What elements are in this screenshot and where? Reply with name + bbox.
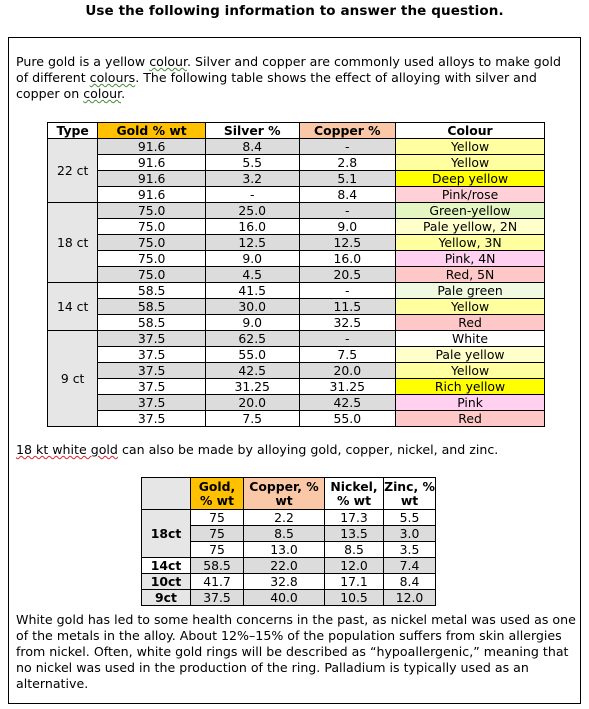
alloy-row — [48, 315, 545, 331]
white-row — [142, 590, 436, 606]
colour-cell: Yellow — [396, 139, 545, 155]
gold-cell: 75 — [191, 510, 244, 526]
colour-cell: Yellow — [396, 155, 545, 171]
nickel-cell: 12.0 — [325, 558, 384, 574]
copper-cell: - — [299, 283, 396, 299]
gold-cell: 58.5 — [191, 558, 244, 574]
silver-cell: 12.5 — [205, 235, 299, 251]
colour-cell: Pink/rose — [396, 187, 545, 203]
white-header-nickel: Nickel, % wt — [325, 478, 384, 510]
alloy-row — [48, 411, 545, 427]
colour-cell: Pink, 4N — [396, 251, 545, 267]
gold-cell: 91.6 — [98, 139, 206, 155]
copper-cell: 55.0 — [299, 411, 396, 427]
colour-cell: Red — [396, 315, 545, 331]
copper-cell: 8.4 — [299, 187, 396, 203]
header-copper: Copper % — [299, 123, 396, 139]
gold-cell: 58.5 — [98, 299, 206, 315]
silver-cell: 8.4 — [205, 139, 299, 155]
copper-cell: 13.0 — [244, 542, 325, 558]
zinc-cell: 7.4 — [384, 558, 436, 574]
silver-cell: 62.5 — [205, 331, 299, 347]
copper-cell: 20.5 — [299, 267, 396, 283]
copper-cell: 22.0 — [244, 558, 325, 574]
copper-cell: 40.0 — [244, 590, 325, 606]
colour-cell: White — [396, 331, 545, 347]
alloy-row — [48, 347, 545, 363]
type-cell: 22 ct — [48, 139, 98, 203]
white-row — [142, 510, 436, 526]
silver-cell: 4.5 — [205, 267, 299, 283]
silver-cell: 9.0 — [205, 251, 299, 267]
zinc-cell: 5.5 — [384, 510, 436, 526]
closing-paragraph: White gold has led to some health concerns in the past, as nickel metal was used as one of the metals in the alloy. About 12%–15% of the population suffers from skin allergies from nickel. Often, white gold rings will be described as “hypoallergenic,” meaning that no nickel was used in the production of the ring. Palladium is typically used as an alternative. — [16, 612, 576, 691]
gold-cell: 75.0 — [98, 203, 206, 219]
colour-cell: Green-yellow — [396, 203, 545, 219]
colour-cell: Pale green — [396, 283, 545, 299]
copper-cell: 2.2 — [244, 510, 325, 526]
silver-cell: 25.0 — [205, 203, 299, 219]
white-row — [142, 558, 436, 574]
karat-label: 10ct — [142, 574, 191, 590]
white-header-corner — [142, 478, 191, 510]
gold-cell: 75.0 — [98, 219, 206, 235]
colour-cell: Red, 5N — [396, 267, 545, 283]
colour-cell: Yellow, 3N — [396, 235, 545, 251]
alloy-row — [48, 235, 545, 251]
gold-cell: 41.7 — [191, 574, 244, 590]
gold-cell: 37.5 — [98, 411, 206, 427]
gold-cell: 75 — [191, 526, 244, 542]
karat-label: 14ct — [142, 558, 191, 574]
copper-cell: 31.25 — [299, 379, 396, 395]
colour-cell: Pink — [396, 395, 545, 411]
white-gold-intro — [16, 442, 576, 458]
gold-cell: 91.6 — [98, 155, 206, 171]
alloy-row — [48, 395, 545, 411]
silver-cell: 9.0 — [205, 315, 299, 331]
silver-cell: 42.5 — [205, 363, 299, 379]
alloy-row — [48, 331, 545, 347]
white-table-body — [142, 510, 436, 606]
white-header-gold: Gold, % wt — [191, 478, 244, 510]
white-header-copper: Copper, % wt — [244, 478, 325, 510]
colour-cell: Pale yellow, 2N — [396, 219, 545, 235]
gold-cell: 91.6 — [98, 171, 206, 187]
type-cell: 9 ct — [48, 331, 98, 427]
intro-text-1: Pure gold is a yellow — [16, 54, 150, 69]
gold-cell: 37.5 — [98, 395, 206, 411]
gold-cell: 37.5 — [98, 347, 206, 363]
intro-text-4: . — [121, 86, 126, 101]
silver-cell: 41.5 — [205, 283, 299, 299]
copper-cell: 2.8 — [299, 155, 396, 171]
nickel-cell: 10.5 — [325, 590, 384, 606]
copper-cell: 42.5 — [299, 395, 396, 411]
alloy-row — [48, 251, 545, 267]
colour-cell: Rich yellow — [396, 379, 545, 395]
silver-cell: 31.25 — [205, 379, 299, 395]
gold-cell: 37.5 — [98, 331, 206, 347]
alloy-row — [48, 267, 545, 283]
colour-cell: Deep yellow — [396, 171, 545, 187]
header-type: Type — [48, 123, 98, 139]
alloy-table-body — [48, 139, 545, 427]
alloy-colour-table — [47, 122, 545, 427]
white-gold-term: 18 kt white gold — [16, 442, 118, 457]
alloy-row — [48, 219, 545, 235]
alloy-row — [48, 379, 545, 395]
copper-cell: 9.0 — [299, 219, 396, 235]
alloy-row — [48, 363, 545, 379]
copper-cell: 16.0 — [299, 251, 396, 267]
copper-cell: 11.5 — [299, 299, 396, 315]
type-cell: 18 ct — [48, 203, 98, 283]
alloy-row — [48, 283, 545, 299]
silver-cell: 55.0 — [205, 347, 299, 363]
header-gold: Gold % wt — [98, 123, 206, 139]
zinc-cell: 3.0 — [384, 526, 436, 542]
alloy-row — [48, 203, 545, 219]
white-row — [142, 574, 436, 590]
copper-cell: - — [299, 331, 396, 347]
copper-cell: 20.0 — [299, 363, 396, 379]
page-heading: Use the following information to answer the question. — [85, 3, 504, 19]
copper-cell: - — [299, 139, 396, 155]
intro-colour-end: colour — [83, 86, 122, 101]
type-cell: 14 ct — [48, 283, 98, 331]
gold-cell: 75.0 — [98, 235, 206, 251]
colour-cell: Yellow — [396, 299, 545, 315]
nickel-cell: 17.3 — [325, 510, 384, 526]
header-silver: Silver % — [205, 123, 299, 139]
intro-paragraph — [16, 54, 576, 102]
gold-cell: 75 — [191, 542, 244, 558]
zinc-cell: 12.0 — [384, 590, 436, 606]
silver-cell: 16.0 — [205, 219, 299, 235]
header-colour: Colour — [396, 123, 545, 139]
gold-cell: 37.5 — [98, 363, 206, 379]
copper-cell: 32.5 — [299, 315, 396, 331]
colour-cell: Red — [396, 411, 545, 427]
zinc-cell: 8.4 — [384, 574, 436, 590]
gold-cell: 75.0 — [98, 251, 206, 267]
colour-cell: Pale yellow — [396, 347, 545, 363]
karat-label: 9ct — [142, 590, 191, 606]
copper-cell: 12.5 — [299, 235, 396, 251]
white-gold-intro-rest: can also be made by alloying gold, copper, nickel, and zinc. — [117, 442, 499, 457]
copper-cell: - — [299, 203, 396, 219]
copper-cell: 8.5 — [244, 526, 325, 542]
nickel-cell: 8.5 — [325, 542, 384, 558]
gold-cell: 58.5 — [98, 315, 206, 331]
alloy-row — [48, 187, 545, 203]
silver-cell: 20.0 — [205, 395, 299, 411]
intro-text-3: . The following table shows the effect of alloying with silver and copper on — [16, 70, 537, 101]
silver-cell: - — [205, 187, 299, 203]
white-header-zinc: Zinc, % wt — [384, 478, 435, 508]
gold-cell: 58.5 — [98, 283, 206, 299]
intro-text-2: . Silver and copper are commonly used alloys to make gold of different — [16, 54, 561, 85]
gold-cell: 91.6 — [98, 187, 206, 203]
silver-cell: 30.0 — [205, 299, 299, 315]
copper-cell: 7.5 — [299, 347, 396, 363]
copper-cell: 5.1 — [299, 171, 396, 187]
copper-cell: 32.8 — [244, 574, 325, 590]
alloy-row — [48, 139, 545, 155]
gold-cell: 75.0 — [98, 267, 206, 283]
nickel-cell: 17.1 — [325, 574, 384, 590]
gold-cell: 37.5 — [191, 590, 244, 606]
white-gold-table — [141, 477, 436, 606]
karat-label: 18ct — [142, 510, 191, 558]
silver-cell: 5.5 — [205, 155, 299, 171]
gold-cell: 37.5 — [98, 379, 206, 395]
alloy-row — [48, 299, 545, 315]
silver-cell: 3.2 — [205, 171, 299, 187]
intro-colour-word: colour — [149, 54, 188, 69]
silver-cell: 7.5 — [205, 411, 299, 427]
zinc-cell: 3.5 — [384, 542, 436, 558]
alloy-row — [48, 155, 545, 171]
colour-cell: Yellow — [396, 363, 545, 379]
intro-colours-word: colours — [89, 70, 136, 85]
nickel-cell: 13.5 — [325, 526, 384, 542]
alloy-row — [48, 171, 545, 187]
